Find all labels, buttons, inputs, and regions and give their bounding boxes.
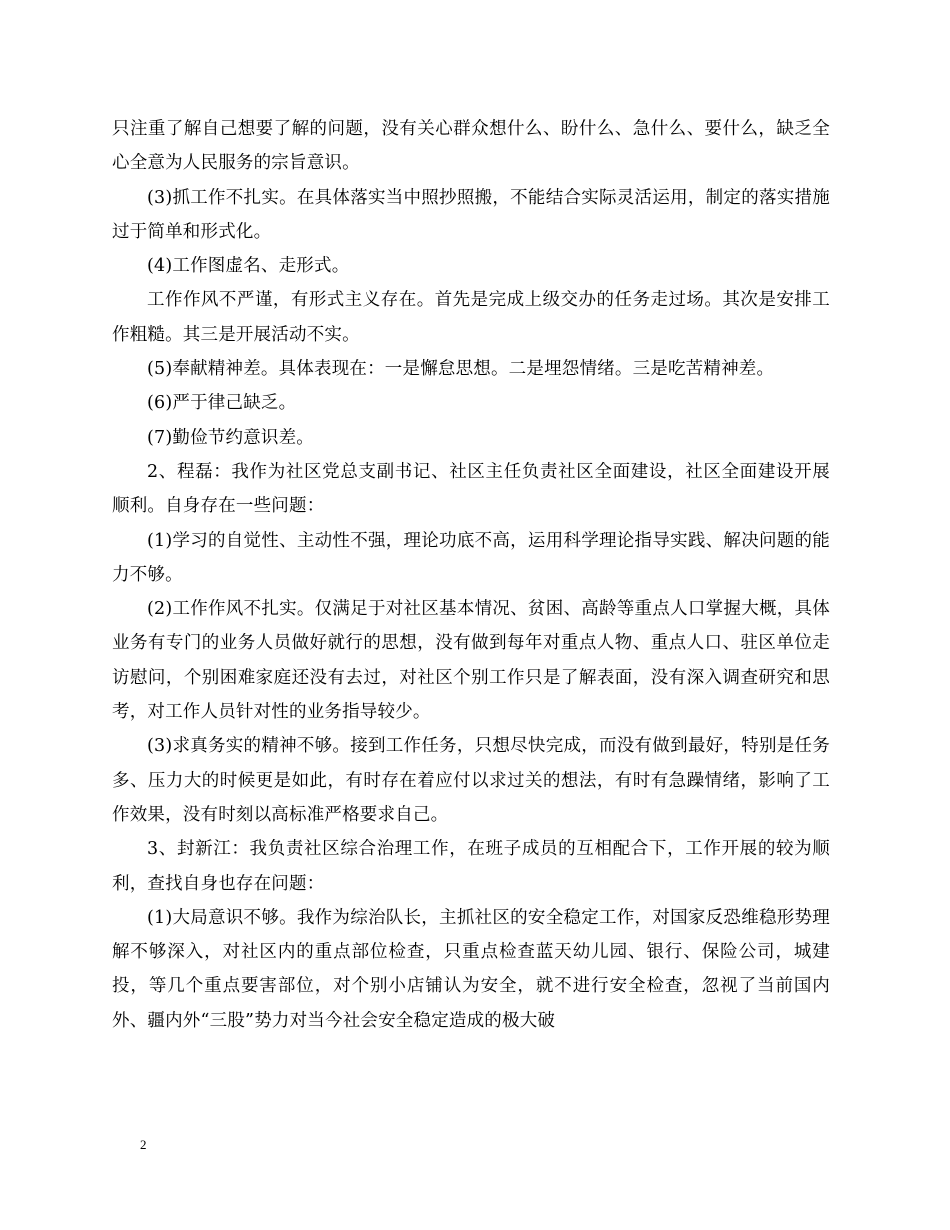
paragraph-1: 只注重了解自己想要了解的问题，没有关心群众想什么、盼什么、急什么、要什么，缺乏全心全意为人民服务的宗旨意识。 bbox=[112, 119, 830, 174]
paragraph-7: (7)勤俭节约意识差。 bbox=[147, 427, 314, 448]
document-body bbox=[112, 112, 830, 1038]
page-number: 2 bbox=[140, 1137, 147, 1152]
paragraph-2: (3)抓工作不扎实。在具体落实当中照抄照搬，不能结合实际灵活运用，制定的落实措施过于简单和形式化。 bbox=[112, 187, 830, 242]
paragraph-4: 工作作风不严谨，有形式主义存在。首先是完成上级交办的任务走过场。其次是安排工作粗糙。其三是开展活动不实。 bbox=[112, 290, 830, 345]
paragraph-9: (1)学习的自觉性、主动性不强，理论功底不高，运用科学理论指导实践、解决问题的能力不够。 bbox=[112, 530, 830, 585]
paragraph-13: (1)大局意识不够。我作为综治队长，主抓社区的安全稳定工作，对国家反恐维稳形势理解不够深入，对社区内的重点部位检查，只重点检查蓝天幼儿园、银行、保险公司，城建投，等几个重点要害部位，对个别小店铺认为安全，就不进行安全检查，忽视了当前国内外、疆内外“三股”势力对当今社会安全稳定造成的极大破 bbox=[112, 907, 830, 1031]
paragraph-8: 2、程磊：我作为社区党总支副书记、社区主任负责社区全面建设，社区全面建设开展顺利。自身存在一些问题： bbox=[112, 461, 830, 517]
paragraph-12: 3、封新江：我负责社区综合治理工作，在班子成员的互相配合下，工作开展的较为顺利，查找自身也存在问题： bbox=[112, 839, 830, 894]
paragraph-11: (3)求真务实的精神不够。接到工作任务，只想尽快完成，而没有做到最好，特别是任务多、压力大的时候更是如此，有时存在着应付以求过关的想法，有时有急躁情绪，影响了工作效果，没有时刻以高标准严格要求自己。 bbox=[112, 736, 830, 825]
paragraph-10: (2)工作作风不扎实。仅满足于对社区基本情况、贫困、高龄等重点人口掌握大概，具体业务有专门的业务人员做好就行的思想，没有做到每年对重点人物、重点人口、驻区单位走访慰问，个别困难家庭还没有去过，对社区个别工作只是了解表面，没有深入调查研究和思考，对工作人员针对性的业务指导较少。 bbox=[112, 599, 830, 723]
paragraph-6: (6)严于律己缺乏。 bbox=[147, 393, 297, 414]
paragraph-3: (4)工作图虚名、走形式。 bbox=[147, 256, 350, 277]
paragraph-5: (5)奉献精神差。具体表现在：一是懈怠思想。二是埋怨情绪。三是吃苦精神差。 bbox=[147, 359, 775, 380]
